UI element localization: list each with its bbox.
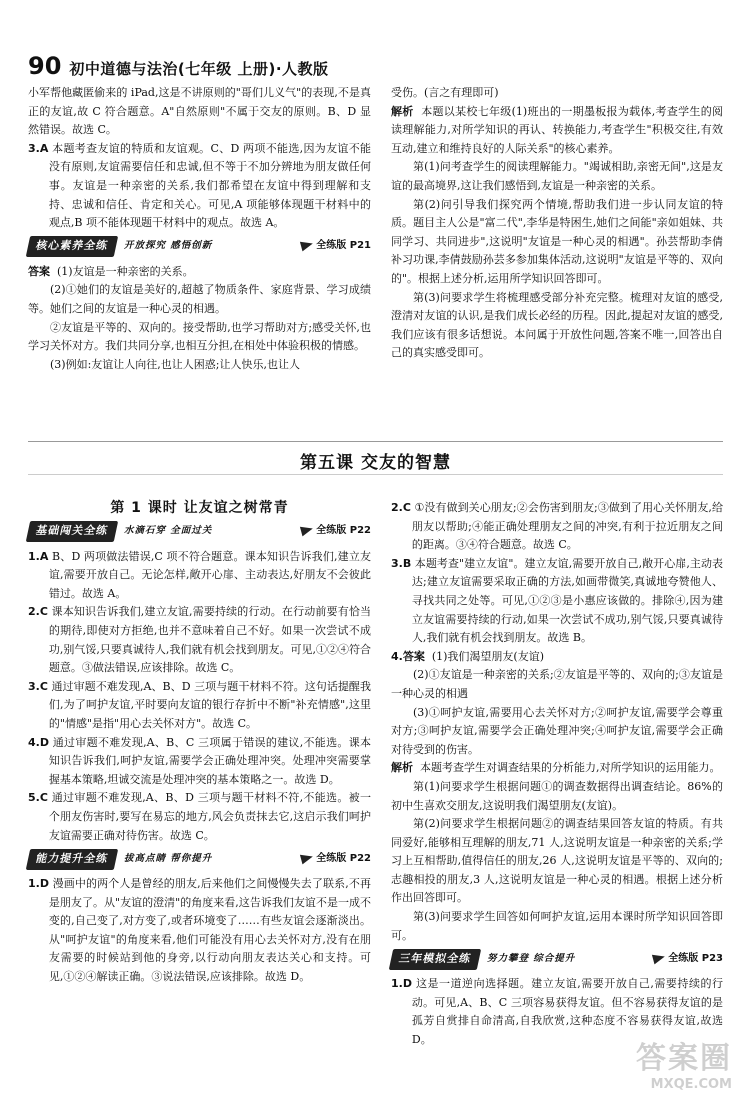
analysis-label: 解析 <box>391 761 413 775</box>
bottom-right-column <box>391 499 723 1050</box>
answer-text: 课本知识告诉我们,建立友谊,需要持续的行动。在行动前要有恰当的期待,即使对方拒绝,也并不意味着自己不好。如果一次尝试不成功,别气馁,只要真诚待人,我们就有机会找到朋友。可见,①②④符合题意。③做法错误,应该排除。故选 C。 <box>48 605 371 675</box>
question-number: 1.D <box>28 877 49 891</box>
answer-item <box>28 603 371 677</box>
answer-item <box>28 734 371 790</box>
answer-text: 通过审题不难发现,A、B、D 三项与题干材料不符,不能选。被一个朋友伤害时,要写在易忘的地方,风会负责抹去它,这启示我们呵护友谊需要正确对待伤害。故选 C。 <box>48 791 371 842</box>
arrow-icon <box>300 239 314 252</box>
answer-text: 本题考查友谊的特质和友谊观。C、D 两项不能选,因为友谊不能没有原则,友谊需要信任和忠诚,但不等于不加分辨地为朋友做任何事。友谊是一种亲密的关系,我们都希望在友谊中得到理解和支持、忠诚和信任、肯定和关心。可见,A 项能够体现题干材料中的观点,B 项不能体现题干材料中的观点。故选 A。 <box>48 141 371 230</box>
paragraph: 第(1)问考查学生的阅读理解能力。"竭诚相助,亲密无间",这是友谊的最高境界,这让我们感悟到,友谊是一种亲密的关系。 <box>391 160 723 192</box>
answer-text: (3)例如:友谊让人向往,也让人困惑;让人快乐,也让人 <box>50 357 300 371</box>
answer-block <box>28 263 371 282</box>
analysis-block <box>391 759 723 778</box>
section-tag: 三年模拟全练 <box>389 949 481 970</box>
answer-text: B、D 两项做法错误,C 项不符合题意。课本知识告诉我们,建立友谊,需要开放自己。无论怎样,敞开心扉、主动表达,好朋友不会彼此错过。故选 A。 <box>48 549 371 600</box>
section-bar <box>28 522 371 542</box>
answer-label: 答案 <box>28 264 50 278</box>
watermark-url: MXQE.COM <box>650 1077 732 1092</box>
arrow-icon <box>300 524 314 537</box>
answer-text: (2)①她们的友谊是美好的,超越了物质条件、家庭背景、学习成绩等。她们之间的友谊是一种心灵的相遇。 <box>28 283 371 315</box>
analysis-label: 解析 <box>391 104 414 118</box>
page-reference: 全练版 P23 <box>653 950 723 969</box>
paragraph: 小军帮他藏匿偷来的 iPad,这是不讲原则的"哥们儿义气"的表现,不是真正的友谊,故 C 符合题意。A"自然原则"不属于交友的原则。B、D 显然错误。故选 C。 <box>28 86 371 137</box>
paragraph: 受伤。(言之有理即可) <box>391 86 499 99</box>
question-number: 3.B <box>391 556 412 570</box>
paragraph: 第(3)问要求学生将梳理感受部分补充完整。梳理对友谊的感受,澄清对友谊的认识,是我们成长必经的历程。因此,提起对友谊的感受,我们应该有很多话想说。本问属于开放性问题,答案不唯一,回答出自己的真实感受即可。 <box>391 290 723 360</box>
answer-item <box>391 555 723 648</box>
section-bar <box>28 237 371 257</box>
question-number: 3.A <box>28 141 49 155</box>
lesson-title: 第五课 交友的智慧 <box>300 453 451 473</box>
section-tag: 基础闯关全练 <box>26 521 118 542</box>
analysis-block <box>391 103 723 159</box>
answer-item <box>28 678 371 734</box>
answer-text: (1)我们渴望朋友(友谊) <box>431 649 545 663</box>
watermark-logo <box>602 1033 732 1093</box>
page-reference: 全练版 P21 <box>301 237 371 256</box>
book-title: 初中道德与法治(七年级 上册)·人教版 <box>69 60 329 78</box>
analysis-text: 本题考查学生对调查结果的分析能力,对所学知识的运用能力。 <box>420 761 721 775</box>
top-left-column <box>28 84 371 374</box>
question-number: 2.C <box>28 605 48 619</box>
arrow-icon <box>300 851 314 864</box>
answer-text: 通过审题不难发现,A、B、D 三项与题干材料不符。这句话提醒我们,为了呵护友谊,平时要向友谊的银行存折中不断"补充情感",这里的"情感"是指"用心去关怀对方"。故选 C。 <box>48 679 371 730</box>
page-header <box>28 52 329 80</box>
section-tag: 能力提升全练 <box>26 849 118 870</box>
answer-text: ②友谊是平等的、双向的。接受帮助,也学习帮助对方;感受关怀,也学习关怀对方。我们共同分享,也相互分担,在相处中体验积极的情感。 <box>28 320 371 353</box>
section-subtitle: 开放探究 感悟创新 <box>124 240 213 252</box>
answer-text: (3)①呵护友谊,需要用心去关怀对方;②呵护友谊,需要学会尊重对方;③呵护友谊,需要学会正确处理冲突;④呵护友谊,需要学会正确对待受到的伤害。 <box>391 705 723 756</box>
analysis-text: 本题以某校七年级(1)班出的一期墨板报为载体,考查学生的阅读理解能力,对所学知识的再认、转换能力,考查学生"积极交往,有效互动,建立和维持良好的人际关系"的核心素养。 <box>391 104 724 155</box>
section-tag: 核心素养全练 <box>26 236 118 257</box>
question-number: 1.D <box>391 977 412 991</box>
paragraph: 第(1)问要求学生根据问题①的调查数据得出调查结论。86%的初中生喜欢交朋友,这说明我们渴望朋友(友谊)。 <box>391 779 723 812</box>
top-right-column <box>391 84 723 363</box>
answer-text: (1)友谊是一种亲密的关系。 <box>57 264 194 278</box>
section-subtitle: 努力攀登 综合提升 <box>487 952 576 964</box>
paragraph: 第(2)问引导我们探究两个情境,帮助我们进一步认同友谊的特质。题目主人公是"富二代",李华是特困生,她们之间能"亲如姐妹、共同学习、共同进步",这说明"友谊是一种心灵的相遇"。孙芸帮助李倩补习功课,李倩鼓励孙芸多参加集体活动,这说明"友谊是平等的、双向的"。根据上述分析,运用所学知识回答即可。 <box>391 197 723 285</box>
answer-text: ①没有做到关心朋友;②会伤害到朋友;③做到了用心关怀朋友,给朋友以帮助;④能正确处理朋友之间的冲突,有利于拉近朋友之间的距离。③④符合题意。故选 C。 <box>411 501 723 552</box>
page-reference: 全练版 P22 <box>301 522 371 541</box>
question-number: 5.C <box>28 791 48 805</box>
answer-text: 漫画中的两个人是曾经的朋友,后来他们之间慢慢失去了联系,不再是朋友了。从"友谊的澄清"的角度来看,这告诉我们友谊不是一成不变的,自己变了,对方变了,或者环境变了……有些友谊会逐渐淡出。从"呵护友谊"的角度来看,他们可能没有用心去关怀对方,没有在朋友需要的时候站到他的身旁,以行动向朋友表达关心和支持。可见,①②④解读正确。③说法错误,应该排除。故选 D。 <box>48 877 371 984</box>
answer-item <box>28 548 371 604</box>
question-number: 4.D <box>28 735 49 749</box>
paragraph: 第(3)问要求学生回答如何呵护友谊,运用本课时所学知识回答即可。 <box>391 910 723 942</box>
answer-item <box>28 789 371 845</box>
answer-text: (2)①友谊是一种亲密的关系;②友谊是平等的、双向的;③友谊是一种心灵的相遇 <box>391 668 723 700</box>
answer-item <box>391 499 723 555</box>
answer-text: 这是一道逆向选择题。建立友谊,需要开放自己,需要持续的行动。可见,A、B、C 三项容易获得友谊。但不容易获得友谊的是孤芳自赏排自命清高,自我欣赏,这种态度不容易获得友谊,故选 D。 <box>411 977 723 1047</box>
divider <box>28 474 723 475</box>
period-title: 第 1 课时 让友谊之树常青 <box>110 500 289 516</box>
answer-text: 通过审题不难发现,A、B、C 三项属于错误的建议,不能选。课本知识告诉我们,呵护友谊,需要学会正确处理冲突。处理冲突需要掌握基本策略,坦诚交流是处理冲突的基本策略之一。故选 D。 <box>48 735 371 786</box>
section-subtitle: 拔高点睛 帮你提升 <box>124 852 213 864</box>
answer-item <box>391 648 723 667</box>
watermark-text: 答案圈 <box>636 1041 732 1076</box>
question-number: 1.A <box>28 549 49 563</box>
page-reference: 全练版 P22 <box>301 850 371 869</box>
divider <box>28 441 723 442</box>
section-bar <box>28 849 371 869</box>
arrow-icon <box>652 952 666 965</box>
answer-item <box>28 140 371 233</box>
question-number: 4.答案 <box>391 649 425 663</box>
paragraph: 第(2)问要求学生根据问题②的调查结果回答友谊的特质。有共同爱好,能够相互理解的朋友,71 人,这说明友谊是一种亲密的关系;学习上互相帮助,值得信任的朋友,26 人,这说明友谊是平等的、双向的;志趣相投的朋友,3 人,这说明友谊是一种心灵的相遇。根据上述分析作出回答即可。 <box>391 817 723 905</box>
section-subtitle: 水滴石穿 全面过关 <box>124 525 213 537</box>
answer-text: 本题考查"建立友谊"。建立友谊,需要开放自己,敞开心扉,主动表达;建立友谊需要采取正确的方法,如画带微笑,真诚地夸赞他人、寻找共同之处等。可见,①②③是小惠应该做的。排除④,因为建立友谊需要持续的行动,如果一次尝试不成功,别气馁,只要真诚待人,我们就有机会找到朋友。故选 B。 <box>411 556 724 645</box>
question-number: 3.C <box>28 679 48 693</box>
bottom-left-column <box>28 499 371 987</box>
page-number: 90 <box>28 52 62 80</box>
section-bar <box>391 949 723 969</box>
answer-item <box>28 875 371 987</box>
question-number: 2.C <box>391 501 411 514</box>
